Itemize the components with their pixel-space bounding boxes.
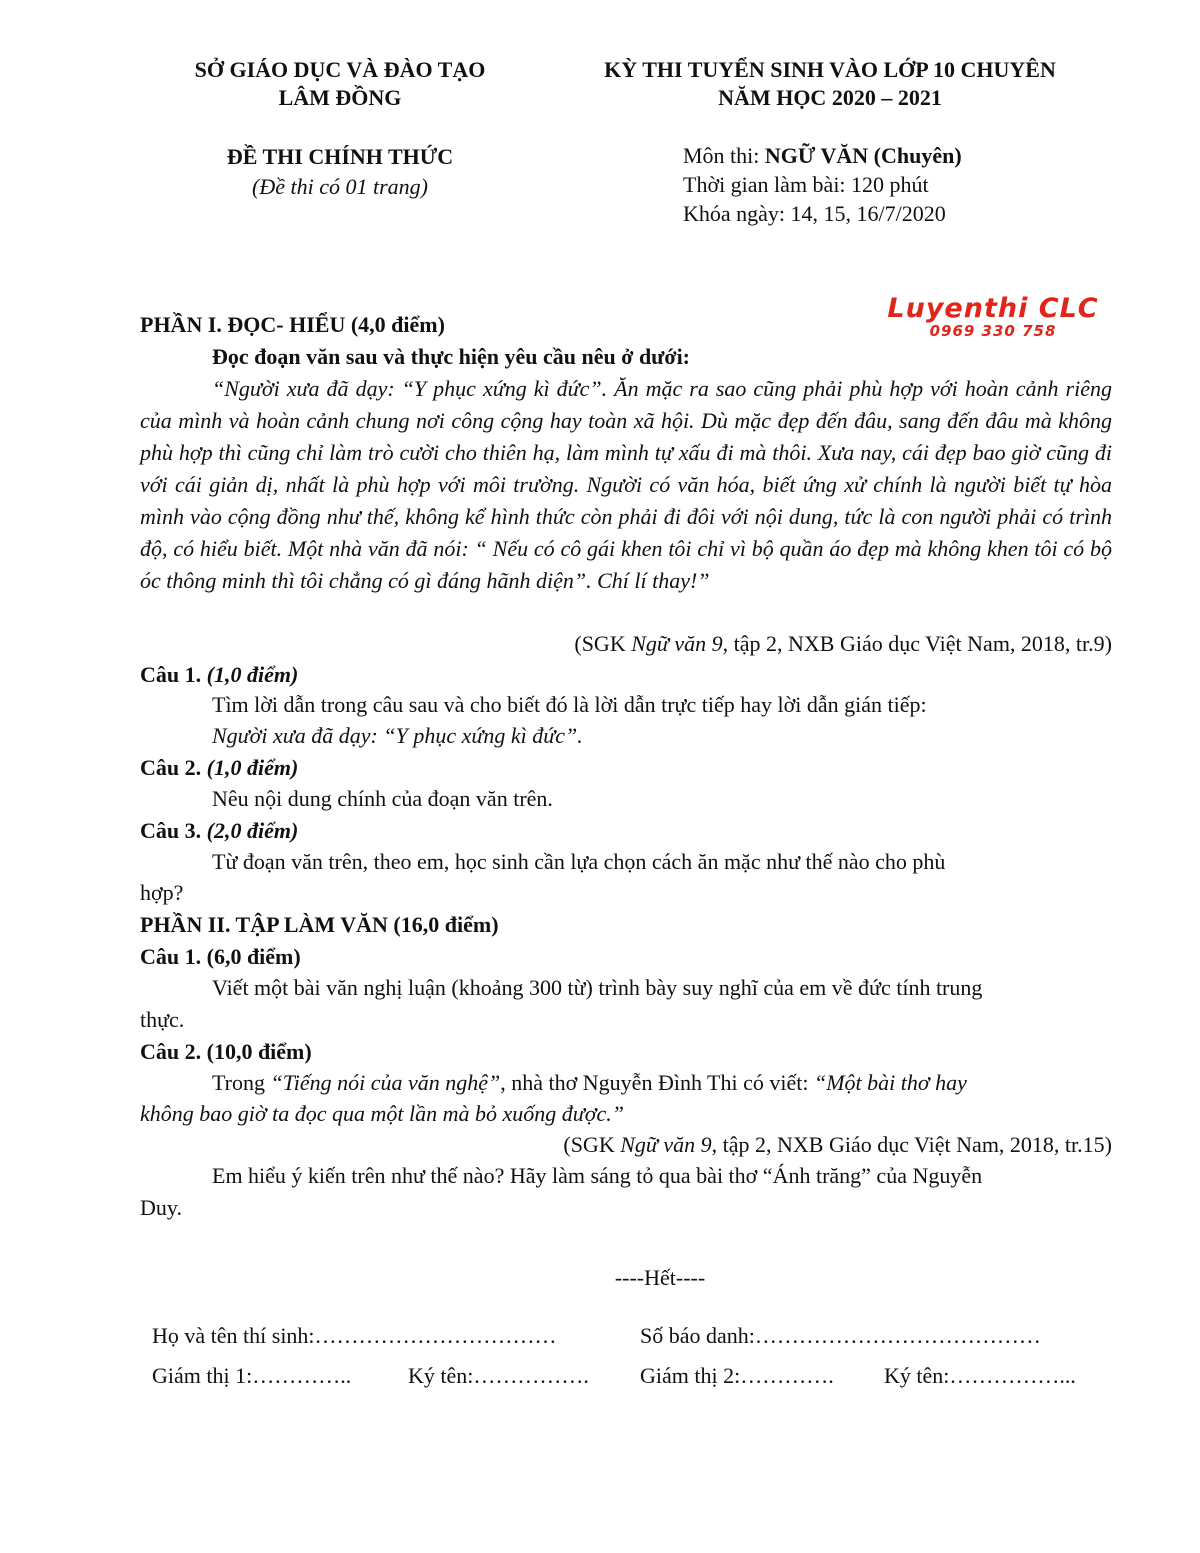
essay-2-source: (SGK Ngữ văn 9, tập 2, NXB Giáo dục Việt Nam, 2018, tr.15) [563, 1132, 1112, 1157]
source-book-title: Ngữ văn 9 [631, 631, 723, 656]
question-1-heading: Câu 1. (1,0 điểm) [140, 662, 299, 687]
luyenthi-watermark [883, 294, 1103, 339]
reading-passage [140, 373, 1112, 597]
subject-value: NGỮ VĂN (Chuyên) [764, 143, 962, 168]
province-name: LÂM ĐỒNG [278, 85, 402, 110]
essay-1-text: Viết một bài văn nghị luận (khoảng 300 từ) trình bày suy nghĩ của em về đức tính trung [212, 975, 983, 1000]
invigilator-2-field: Giám thị 2:…………. [640, 1363, 834, 1388]
candidate-number-field: Số báo danh:………………………………… [640, 1323, 1041, 1348]
page-count-note: (Đề thi có 01 trang) [252, 174, 428, 199]
question-1-text: Tìm lời dẫn trong câu sau và cho biết đó là lời dẫn trực tiếp hay lời dẫn gián tiếp: [212, 692, 927, 717]
question-1-quote: Người xưa đã dạy: “Y phục xứng kì đức”. [212, 723, 583, 748]
duration-line: Thời gian làm bài: 120 phút [683, 172, 929, 197]
question-2-heading: Câu 2. (1,0 điểm) [140, 755, 299, 780]
watermark-brand: Luyenthi CLC [887, 293, 1099, 324]
candidate-name-field: Họ và tên thí sinh:…………………………… [152, 1323, 557, 1348]
essay-2-quote-cont: không bao giờ ta đọc qua một lần mà bỏ xuống được.” [140, 1101, 624, 1126]
source-book-title: Ngữ văn 9 [620, 1132, 712, 1157]
question-3-text: Từ đoạn văn trên, theo em, học sinh cần lựa chọn cách ăn mặc như thế nào cho phù [212, 849, 946, 874]
end-mark: ----Hết---- [614, 1265, 706, 1290]
essay-2-heading: Câu 2. (10,0 điểm) [140, 1039, 312, 1064]
essay-2-task-cont: Duy. [140, 1195, 182, 1220]
essay-work-title: “Tiếng nói của văn nghệ” [270, 1070, 501, 1095]
exam-title: KỲ THI TUYỂN SINH VÀO LỚP 10 CHUYÊN [604, 57, 1056, 82]
exam-dates-line: Khóa ngày: 14, 15, 16/7/2020 [683, 201, 946, 226]
invigilator-1-signature: Ký tên:……………. [408, 1363, 589, 1388]
essay-1-heading: Câu 1. (6,0 điểm) [140, 944, 301, 969]
question-3-text-cont: hợp? [140, 880, 184, 905]
invigilator-2-signature: Ký tên:……………... [884, 1363, 1076, 1388]
question-2-text: Nêu nội dung chính của đoạn văn trên. [212, 786, 553, 811]
essay-1-text-cont: thực. [140, 1007, 185, 1032]
part1-instruction: Đọc đoạn văn sau và thực hiện yêu cầu nêu ở dưới: [212, 344, 691, 369]
invigilator-1-field: Giám thị 1:………….. [152, 1363, 352, 1388]
essay-2-prompt: Trong “Tiếng nói của văn nghệ”, nhà thơ Nguyễn Đình Thi có viết: “Một bài thơ hay [212, 1070, 967, 1095]
passage-text: “Người xưa đã dạy: “Y phục xứng kì đức”. Ăn mặc ra sao cũng phải phù hợp với hoàn cảnh riêng của mình và hoàn cảnh chung nơi công cộng hay toàn xã hội. Dù mặc đẹp đến đâu, sang đến đâu mà không phù hợp thì cũng chỉ làm trò cười cho thiên hạ, làm mình tự xấu đi mà thôi. Xưa nay, cái đẹp bao giờ cũng đi với cái giản dị, nhất là phù hợp với môi trường. Người có văn hóa, biết ứng xử chính là người biết tự hòa mình vào cộng đồng như thế, không kể hình thức còn phải đi đôi với nội dung, tức là con người phải có trình độ, có hiểu biết. Một nhà văn đã nói: “ Nếu có cô gái khen tôi chỉ vì bộ quần áo đẹp mà không khen tôi có bộ óc thông minh thì tôi chẳng có gì đáng hãnh diện”. Chí lí thay!” [140, 376, 1112, 593]
watermark-phone: 0969 330 758 [929, 322, 1057, 340]
question-3-heading: Câu 3. (2,0 điểm) [140, 818, 299, 843]
subject-line [683, 140, 962, 172]
part2-title: PHẦN II. TẬP LÀM VĂN (16,0 điểm) [140, 912, 499, 937]
part1-title: PHẦN I. ĐỌC- HIỂU (4,0 điểm) [140, 312, 445, 337]
school-year: NĂM HỌC 2020 – 2021 [718, 85, 942, 110]
passage-source: (SGK Ngữ văn 9, tập 2, NXB Giáo dục Việt Nam, 2018, tr.9) [574, 631, 1112, 656]
essay-2-task: Em hiểu ý kiến trên như thế nào? Hãy làm sáng tỏ qua bài thơ “Ánh trăng” của Nguyễn [212, 1163, 983, 1188]
official-exam-label: ĐỀ THI CHÍNH THỨC [226, 144, 454, 169]
department-name: SỞ GIÁO DỤC VÀ ĐÀO TẠO [194, 57, 486, 82]
subject-label: Môn thi: [683, 143, 765, 168]
